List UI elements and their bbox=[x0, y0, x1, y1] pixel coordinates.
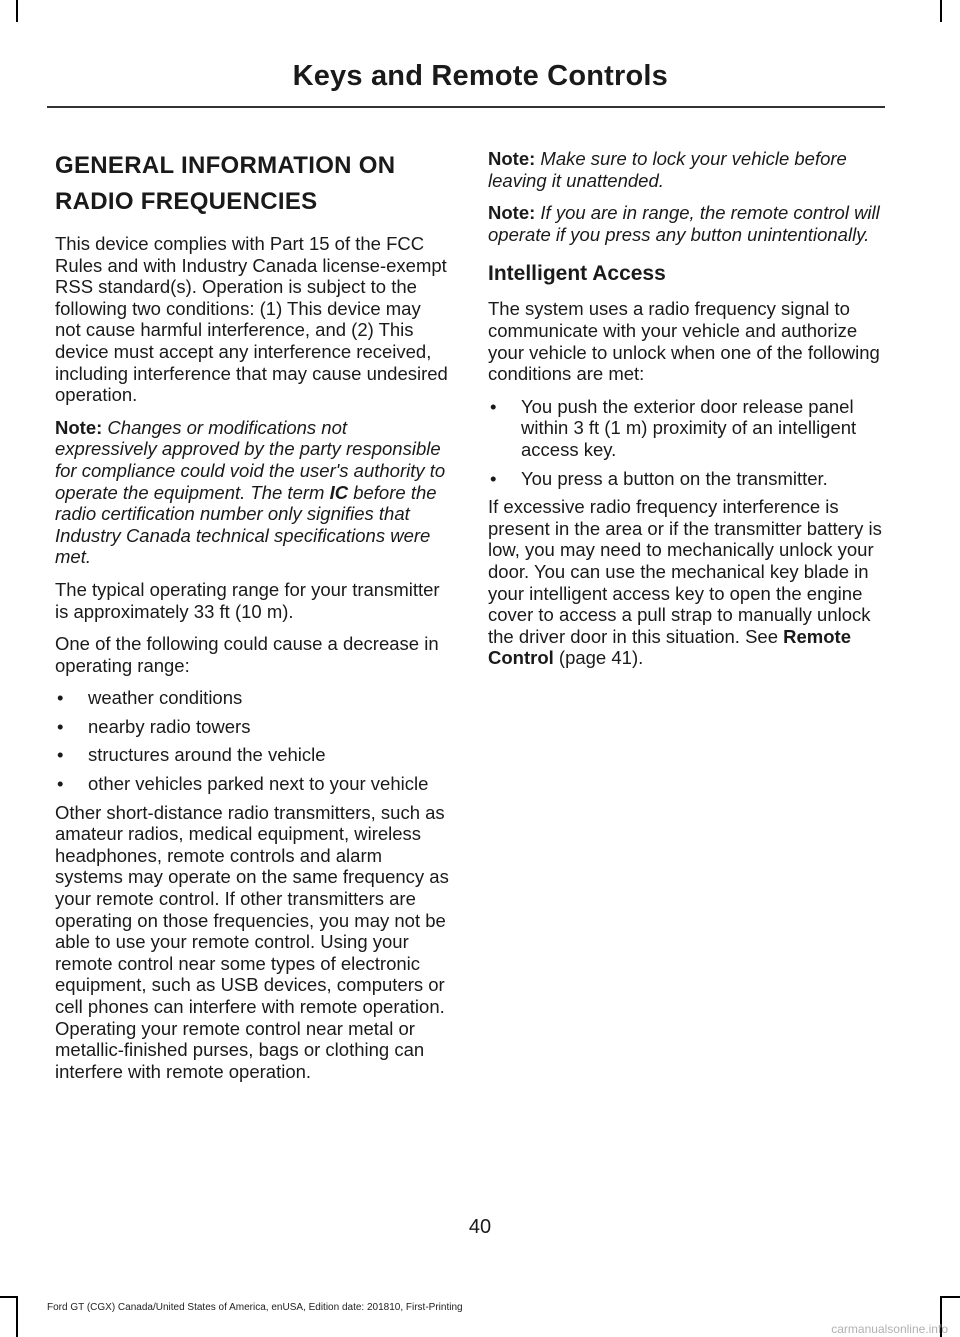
list-item: • nearby radio towers bbox=[57, 715, 251, 737]
note-modifications bbox=[55, 417, 450, 568]
bullet-icon: • bbox=[57, 744, 64, 766]
note-label: Note: bbox=[488, 202, 536, 224]
note-lock-vehicle bbox=[488, 148, 886, 191]
intelligent-access-heading: Intelligent Access bbox=[488, 262, 666, 286]
crop-mark-top-left bbox=[16, 0, 18, 22]
page-header-title: Keys and Remote Controls bbox=[292, 60, 668, 92]
watermark: carmanualsonline.info bbox=[831, 1322, 948, 1336]
header-divider bbox=[47, 106, 885, 108]
note-unintentional-press bbox=[488, 202, 886, 245]
note-text: If you are in range, the remote control will operate if you press any button unintentionally. bbox=[488, 202, 880, 245]
bullet-icon: • bbox=[57, 687, 64, 709]
list-item: • You press a button on the transmitter. bbox=[490, 467, 828, 489]
note-text: Make sure to lock your vehicle before leaving it unattended. bbox=[488, 148, 847, 191]
page-reference: (page 41). bbox=[558, 647, 644, 669]
note-label: Note: bbox=[488, 148, 536, 169]
page-number: 40 bbox=[468, 1216, 492, 1238]
note-label: Note: bbox=[55, 416, 103, 438]
crop-mark-bottom-right-h bbox=[942, 1296, 960, 1298]
note-text: Changes or modifications not expressively approved by the party responsible for compliance could void the user's authority to operate the equipment. The term bbox=[55, 416, 446, 503]
list-item: • other vehicles parked next to your vehicle bbox=[57, 773, 429, 795]
footer-edition: Ford GT (CGX) Canada/United States of America, enUSA, Edition date: 201810, First-Printing bbox=[47, 1302, 463, 1313]
list-item: • weather conditions bbox=[57, 687, 243, 709]
unlock-conditions-list bbox=[488, 396, 886, 489]
note-text-continued: before the radio certification number only signifies that Industry Canada technical specifications were met. bbox=[55, 481, 437, 568]
list-item: • structures around the vehicle bbox=[57, 744, 326, 766]
bullet-icon: • bbox=[490, 467, 497, 489]
left-column bbox=[55, 148, 450, 1093]
bullet-icon: • bbox=[57, 715, 64, 737]
bullet-icon: • bbox=[490, 395, 497, 417]
remote-control-link[interactable]: Remote Control bbox=[488, 625, 851, 669]
fcc-compliance-paragraph: This device complies with Part 15 of the FCC Rules and with Industry Canada license-exempt RSS standard(s). Operation is subject to the following two conditions: (1) This device may not cause harmful interference, and (2) This device must accept any interference received, including interference that may cause undesired operation. bbox=[55, 233, 448, 406]
section-heading: GENERAL INFORMATION ON RADIO FREQUENCIES bbox=[55, 152, 396, 215]
mechanical-unlock-paragraph: If excessive radio frequency interference is present in the area or if the transmitter battery is low, you may need to mechanically unlock your door. You can use the mechanical key blade in your intelligent access key to open the engine cover to access a pull strap to manually unlock the driver door in this situation. See Remote Control (page 41). bbox=[488, 496, 882, 669]
bullet-icon: • bbox=[57, 773, 64, 795]
operating-range-paragraph: The typical operating range for your transmitter is approximately 33 ft (10 m). bbox=[55, 578, 440, 622]
interference-paragraph: Other short-distance radio transmitters, such as amateur radios, medical equipment, wireless headphones, remote controls and alarm systems may operate on the same frequency as your remote control. If other transmitters are operating on those frequencies, you may not be able to use your remote control. Using your remote control near some types of electronic equipment, such as USB devices, computers or cell phones can interfere with remote operation. Operating your remote control near metal or metallic-finished purses, bags or clothing can interfere with remote operation. bbox=[55, 801, 449, 1082]
crop-mark-top-right bbox=[940, 0, 942, 22]
crop-mark-bottom-left-v bbox=[16, 1296, 18, 1337]
intelligent-access-paragraph: The system uses a radio frequency signal to communicate with your vehicle and authorize your vehicle to unlock when one of the following conditions are met: bbox=[488, 298, 880, 385]
range-decrease-intro: One of the following could cause a decrease in operating range: bbox=[55, 633, 439, 676]
ic-term: IC bbox=[329, 481, 349, 503]
range-factors-list bbox=[55, 687, 450, 794]
list-item: • You push the exterior door release panel within 3 ft (1 m) proximity of an intelligent access key. bbox=[490, 395, 857, 460]
right-column bbox=[488, 148, 886, 680]
